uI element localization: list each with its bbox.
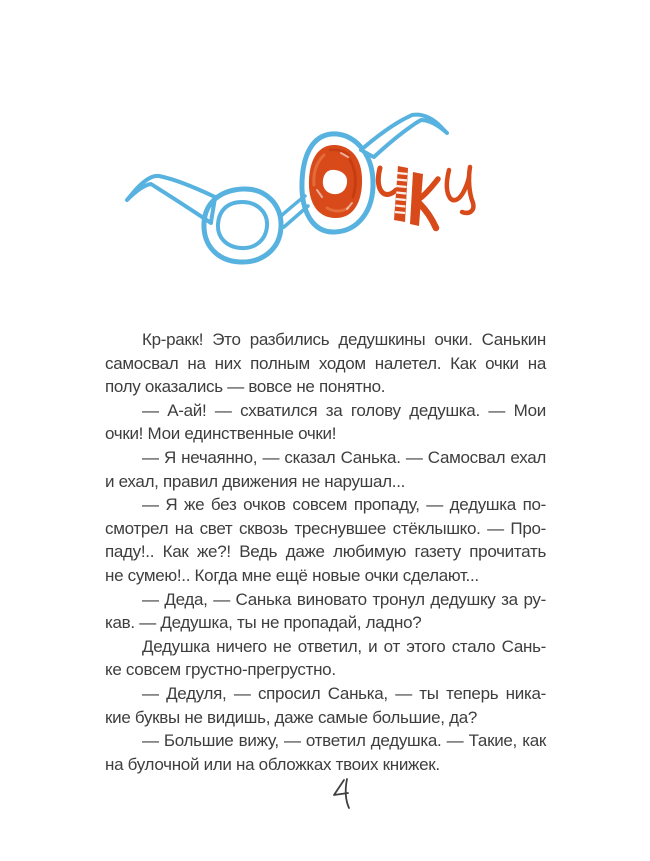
text-line: — Я же без очков совсем пропаду, — дедушка по- <box>142 495 546 515</box>
text-line: и ехал, правил движения не нарушал... <box>105 471 406 491</box>
paragraph <box>105 328 546 399</box>
text-line: очки! Мои единственные очки! <box>105 424 337 444</box>
paragraph <box>105 446 546 493</box>
glasses-title-illustration <box>0 0 650 320</box>
title-letters-chki-icon <box>378 166 473 228</box>
glasses-right-temple-icon <box>361 115 447 157</box>
page-number <box>326 772 362 816</box>
glasses-left-lens-icon <box>204 189 281 262</box>
text-line: кие буквы не видишь, даже самые большие, да? <box>105 707 478 727</box>
text-line: — Я нечаянно, — сказал Санька. — Самосвал ехал <box>142 447 546 467</box>
glasses-left-temple-icon <box>127 176 215 223</box>
text-line: Кр-ракк! Это разбились дедушкины очки. Санькин <box>142 330 546 349</box>
paragraph <box>105 399 546 446</box>
text-line: — Дедуля, — спросил Санька, — ты теперь ника- <box>142 683 546 703</box>
text-line: ке совсем грустно-прегрустно. <box>105 660 336 680</box>
text-line: паду!.. Как же?! Ведь даже любимую газету прочитать <box>105 542 546 562</box>
text-line: самосвал на них полным ходом налетел. Как очки на <box>105 353 546 373</box>
paragraph <box>105 588 546 635</box>
story-text <box>105 328 546 776</box>
text-line: — Большие вижу, — ответил дедушка. — Такие, как <box>142 731 546 751</box>
paragraph <box>105 729 546 776</box>
text-line: смотрел на свет сквозь треснувшее стёклышко. — Про- <box>105 518 546 538</box>
text-line: не сумею!.. Когда мне ещё новые очки сделают... <box>105 565 479 585</box>
paragraph <box>105 635 546 682</box>
paragraph <box>105 682 546 729</box>
text-line: — А-ай! — схватился за голову дедушка. — Мои <box>142 400 546 420</box>
text-line: кав. — Дедушка, ты не пропадай, ладно? <box>105 613 422 633</box>
title-letter-o-icon <box>309 145 362 218</box>
paragraph <box>105 493 546 587</box>
text-line: Дедушка ничего не ответил, и от этого стало Сань- <box>142 636 546 656</box>
text-line: полу оказались — вовсе не понятно. <box>105 377 386 397</box>
text-line: — Деда, — Санька виновато тронул дедушку за ру- <box>142 589 546 609</box>
text-line: на булочной или на обложках твоих книжек. <box>105 754 440 774</box>
